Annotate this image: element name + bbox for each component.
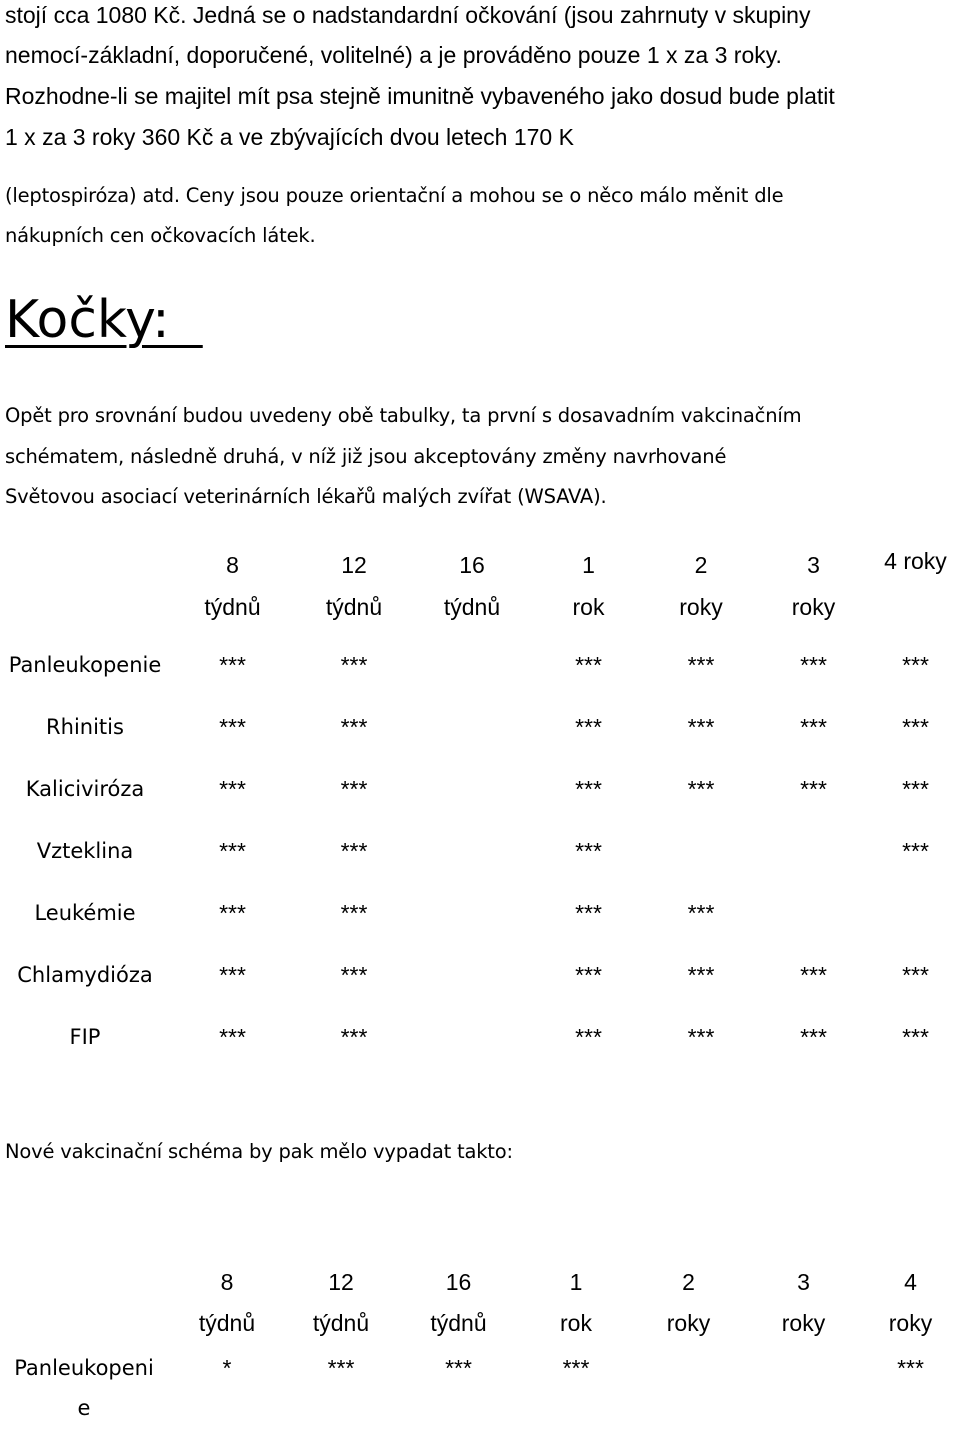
intro-line-1: stojí cca 1080 Kč. Jedná se o nadstandardní očkování (jsou zahrnuty v skupiny — [5, 2, 811, 28]
table-header-row — [0, 538, 960, 634]
column-header — [871, 538, 960, 634]
column-header-top: 12 — [328, 1268, 354, 1295]
column-header-bottom: rok — [560, 1309, 592, 1336]
column-header — [531, 538, 646, 634]
schedule-cell — [413, 758, 531, 820]
column-header — [861, 1258, 960, 1348]
schedule-cell: *** — [575, 837, 602, 864]
table-row — [0, 820, 960, 882]
column-header-bottom: roky — [781, 1309, 826, 1336]
row-label: Leukémie — [34, 901, 136, 925]
column-header-top: 1 — [582, 552, 595, 578]
row-label: Kaliciviróza — [25, 777, 145, 801]
schedule-cell: *** — [327, 1355, 355, 1381]
column-header — [168, 1258, 286, 1348]
table-row — [0, 944, 960, 1006]
schedule-cell: *** — [219, 775, 246, 802]
schedule-cell — [871, 882, 960, 944]
row-label: Panleukopenie — [8, 653, 162, 677]
new-schema-caption: Nové vakcinační schéma by pak mělo vypadat takto: — [5, 1140, 513, 1163]
schedule-cell: *** — [340, 775, 368, 802]
column-header-top: 3 — [797, 1268, 810, 1295]
schedule-cell: *** — [902, 1023, 929, 1050]
column-header-bottom: týdnů — [198, 1309, 256, 1336]
schedule-cell: *** — [219, 1023, 246, 1050]
schedule-cell — [413, 944, 531, 1006]
schedule-cell: *** — [575, 713, 602, 740]
schedule-cell: *** — [575, 899, 602, 926]
column-header-bottom: roky — [666, 1309, 711, 1336]
section-heading-cats: Kočky: — [5, 290, 203, 350]
column-header — [295, 538, 413, 634]
schedule-cell: *** — [800, 651, 827, 678]
column-header-bottom: roky — [791, 594, 836, 620]
row-label: Vzteklina — [36, 839, 134, 863]
column-header-top: 16 — [445, 1268, 472, 1295]
column-header-top: 8 — [226, 552, 239, 578]
schedule-cell: *** — [687, 961, 715, 988]
row-label — [0, 1348, 168, 1428]
schedule-cell: *** — [902, 713, 929, 740]
schedule-cell: *** — [575, 1023, 602, 1050]
row-label: Chlamydióza — [17, 963, 153, 987]
column-header — [286, 1258, 396, 1348]
column-header-top: 4 — [904, 1268, 917, 1295]
intro-line-3: Rozhodne-li se majitel mít psa stejně imunitně vybaveného jako dosud bude platit — [5, 83, 835, 109]
column-header-bottom: týdnů — [430, 1309, 487, 1336]
schedule-cell: *** — [219, 651, 246, 678]
row-label: FIP — [69, 1025, 101, 1049]
row-label-line: Panleukopeni — [14, 1356, 154, 1380]
column-header — [631, 1258, 746, 1348]
column-header-top: 1 — [569, 1268, 583, 1295]
schedule-cell — [756, 882, 871, 944]
column-header-top: 3 — [807, 552, 820, 578]
column-header-bottom: týdnů — [312, 1309, 370, 1336]
schedule-cell: *** — [575, 775, 602, 802]
schedule-cell: *** — [340, 1023, 368, 1050]
schedule-cell: *** — [687, 1023, 715, 1050]
column-header-bottom: týdnů — [204, 594, 261, 620]
schedule-cell: *** — [340, 899, 368, 926]
schedule-cell: *** — [687, 713, 715, 740]
intro-line-4: 1 x za 3 roky 360 Kč a ve zbývajících dvou letech 170 K — [5, 124, 574, 150]
column-header-bottom — [871, 582, 960, 624]
column-header — [646, 538, 756, 634]
vaccination-table-current — [0, 538, 960, 1068]
schedule-cell — [413, 634, 531, 696]
column-header-top: 12 — [341, 552, 367, 578]
schedule-cell: *** — [219, 961, 246, 988]
column-header-bottom: týdnů — [443, 594, 501, 620]
schedule-cell — [413, 820, 531, 882]
column-header — [746, 1258, 861, 1348]
table-row — [0, 882, 960, 944]
schedule-cell: *** — [687, 651, 715, 678]
schedule-cell: * — [222, 1355, 232, 1381]
intro-line-6: nákupních cen očkovacích látek. — [5, 224, 316, 247]
schedule-cell — [756, 820, 871, 882]
schedule-cell: *** — [902, 775, 929, 802]
column-header-top: 8 — [220, 1268, 234, 1295]
schedule-cell: *** — [800, 775, 827, 802]
section-para-line-1: Opět pro srovnání budou uvedeny obě tabulky, ta první s dosavadním vakcinačním — [5, 404, 802, 427]
row-label-line: e — [77, 1396, 91, 1420]
row-label: Rhinitis — [46, 715, 124, 739]
schedule-cell: *** — [902, 837, 929, 864]
column-header-bottom: roky — [679, 594, 723, 620]
schedule-cell: *** — [575, 651, 602, 678]
table-header-corner — [0, 1258, 168, 1348]
schedule-cell: *** — [340, 837, 368, 864]
schedule-cell: *** — [340, 961, 368, 988]
schedule-cell: *** — [800, 1023, 827, 1050]
column-header — [413, 538, 531, 634]
schedule-cell: *** — [800, 961, 827, 988]
table-row — [0, 634, 960, 696]
column-header-top: 16 — [459, 552, 485, 578]
column-header — [521, 1258, 631, 1348]
schedule-cell: *** — [219, 899, 246, 926]
schedule-cell: *** — [800, 713, 827, 740]
column-header — [396, 1258, 521, 1348]
table-header-row — [0, 1258, 960, 1348]
schedule-cell — [413, 1006, 531, 1068]
schedule-cell: *** — [340, 713, 368, 740]
column-header-bottom: rok — [572, 594, 605, 620]
intro-line-5: (leptospiróza) atd. Ceny jsou pouze orientační a mohou se o něco málo měnit dle — [5, 184, 784, 207]
column-header-bottom: roky — [888, 1309, 933, 1336]
schedule-cell: *** — [219, 837, 246, 864]
column-header-top: 2 — [694, 552, 708, 578]
schedule-cell: *** — [902, 961, 929, 988]
schedule-cell — [746, 1348, 861, 1428]
schedule-cell: *** — [562, 1355, 590, 1381]
section-para-line-3: Světovou asociací veterinárních lékařů malých zvířat (WSAVA). — [5, 485, 607, 508]
schedule-cell — [631, 1348, 746, 1428]
vaccination-table-new — [0, 1258, 960, 1428]
column-header-bottom: týdnů — [325, 594, 383, 620]
schedule-cell: *** — [575, 961, 602, 988]
table-row — [0, 1348, 960, 1428]
column-header — [756, 538, 871, 634]
column-header-top: 2 — [682, 1268, 695, 1295]
table-row — [0, 696, 960, 758]
column-header-top: 4 roky — [884, 548, 947, 574]
schedule-cell: *** — [687, 899, 715, 926]
section-para-line-2: schématem, následně druhá, v níž již jsou akceptovány změny navrhované — [5, 445, 727, 468]
schedule-cell: *** — [902, 651, 929, 678]
table-row — [0, 758, 960, 820]
table-row — [0, 1006, 960, 1068]
schedule-cell: *** — [340, 651, 368, 678]
column-header — [170, 538, 295, 634]
table-header-corner — [0, 538, 170, 634]
schedule-cell: *** — [219, 713, 246, 740]
intro-line-2: nemocí-základní, doporučené, volitelné) a je prováděno pouze 1 x za 3 roky. — [5, 42, 782, 68]
schedule-cell: *** — [445, 1355, 472, 1381]
schedule-cell: *** — [897, 1355, 924, 1381]
schedule-cell — [646, 820, 756, 882]
schedule-cell — [413, 696, 531, 758]
schedule-cell: *** — [687, 775, 715, 802]
schedule-cell — [413, 882, 531, 944]
